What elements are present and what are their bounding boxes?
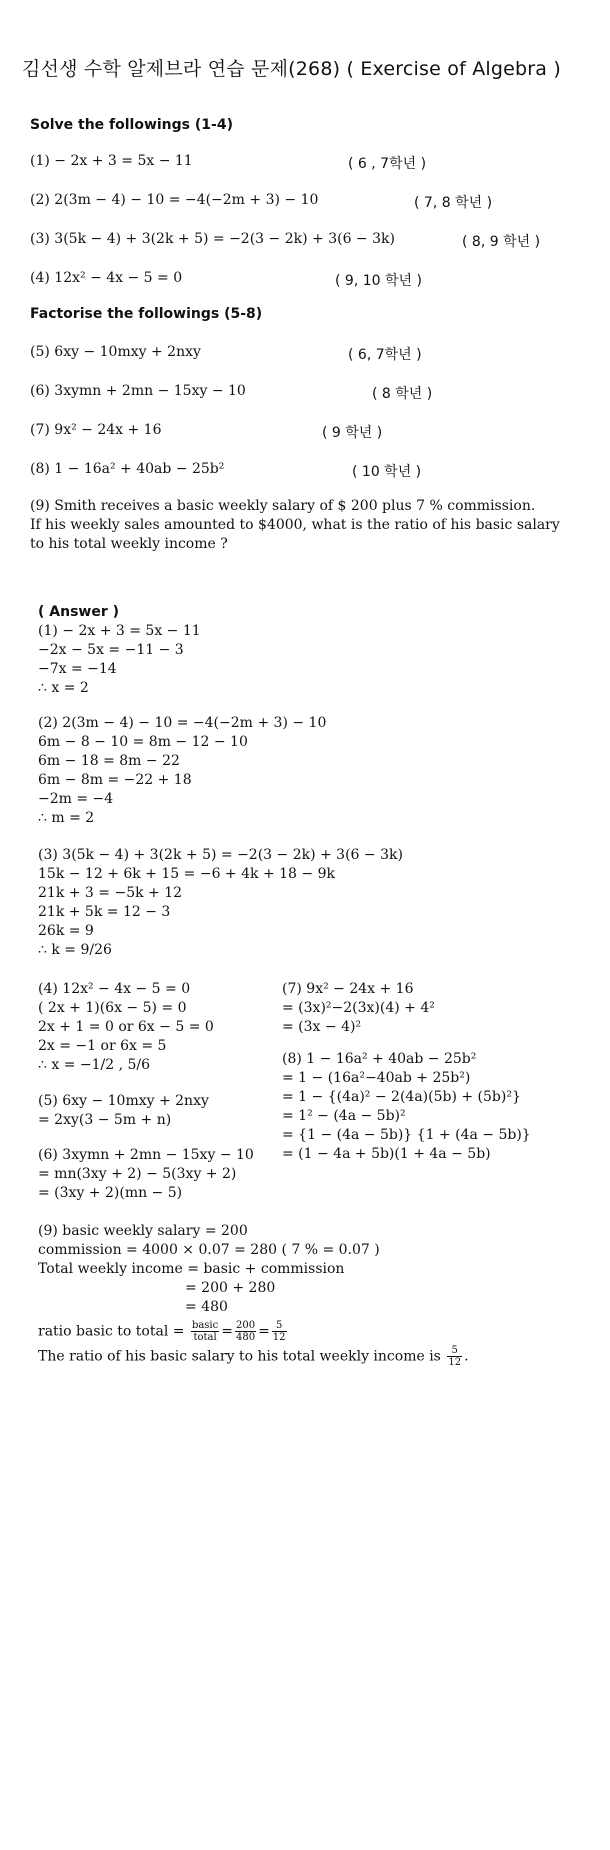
- answer-line: 6m − 8 − 10 = 8m − 12 − 10: [38, 734, 248, 750]
- problem-number: (4): [30, 270, 50, 286]
- problem-7: [30, 422, 162, 438]
- answer-line: = {1 − (4a − 5b)} {1 + (4a − 5b)}: [282, 1127, 531, 1143]
- ratio-line: ratio basic to total = $\frac{\text{basic}}{\text{total}}$ = $\frac{200}{480}$ = $\frac{5}{12}$: [38, 1320, 286, 1343]
- problem-3: [30, 231, 395, 247]
- grade-label: ( 8, 9 학년 ): [462, 234, 541, 250]
- answer-line: (1) − 2x + 3 = 5x − 11: [38, 623, 201, 639]
- fraction-basic-total: [191, 1320, 219, 1343]
- problem-expression: 6xy − 10mxy + 2nxy: [54, 344, 201, 360]
- problem-6: [30, 383, 246, 399]
- answer-5: [38, 1092, 209, 1130]
- answer-9: [38, 1222, 469, 1368]
- fraction-200-480: [235, 1320, 256, 1343]
- answer-line: = (3x)²−2(3x)(4) + 4²: [282, 1000, 435, 1016]
- answer-heading: ( Answer ): [38, 604, 120, 620]
- problem-8: [30, 461, 224, 477]
- answer-line: = (3xy + 2)(mn − 5): [38, 1185, 183, 1201]
- fraction-numerator: 5: [447, 1345, 462, 1357]
- answer-line: = mn(3xy + 2) − 5(3xy + 2): [38, 1166, 237, 1182]
- problem-5: [30, 344, 201, 360]
- answer-line: = 200 + 280: [185, 1280, 276, 1296]
- ratio-prefix: ratio basic to total =: [38, 1323, 185, 1340]
- problem-2: [30, 192, 318, 208]
- fraction-denominator: 12: [448, 1357, 462, 1368]
- answer-line: ∴ x = −1/2 , 5/6: [38, 1057, 151, 1073]
- problem-expression: 3(5k − 4) + 3(2k + 5) = −2(3 − 2k) + 3(6 − 3k): [54, 231, 395, 247]
- answer-line: −7x = −14: [38, 661, 117, 677]
- answer-line: = 480: [185, 1299, 228, 1315]
- problem-number: (6): [30, 383, 50, 399]
- answer-line: ∴ k = 9/26: [38, 942, 112, 958]
- answer-line: 6m − 18 = 8m − 22: [38, 753, 180, 769]
- answer-line: commission = 4000 × 0.07 = 280 ( 7 % = 0.07 ): [38, 1242, 380, 1258]
- problem-1: [30, 153, 193, 169]
- grade-label: ( 10 학년 ): [352, 464, 422, 480]
- answer-line: (5) 6xy − 10mxy + 2nxy: [38, 1093, 209, 1109]
- answer-6: [38, 1146, 254, 1203]
- fraction-denominator: 12: [272, 1332, 286, 1343]
- grade-label: ( 6 , 7학년 ): [348, 156, 427, 172]
- answer-4: [38, 980, 214, 1075]
- problem-number: (2): [30, 192, 50, 208]
- fraction-denominator: total: [193, 1332, 217, 1343]
- answer-line: ∴ m = 2: [38, 810, 95, 826]
- answer-line: (2) 2(3m − 4) − 10 = −4(−2m + 3) − 10: [38, 715, 327, 731]
- answer-line: (8) 1 − 16a² + 40ab − 25b²: [282, 1051, 477, 1067]
- problem-number: (7): [30, 422, 50, 438]
- problem-expression: 1 − 16a² + 40ab − 25b²: [54, 461, 225, 477]
- page-title: 김선생 수학 알제브라 연습 문제(268) ( Exercise of Algebra ): [22, 58, 561, 80]
- answer-8: [282, 1050, 531, 1164]
- answer-line: = 1 − (16a²−40ab + 25b²): [282, 1070, 471, 1086]
- fraction-numerator: 5: [272, 1320, 287, 1332]
- answer-line: (7) 9x² − 24x + 16: [282, 981, 414, 997]
- answer-line: = 2xy(3 − 5m + n): [38, 1112, 172, 1128]
- grade-label: ( 9 학년 ): [322, 425, 383, 441]
- word-problem-line: If his weekly sales amounted to $4000, what is the ratio of his basic salary: [30, 517, 560, 533]
- problem-expression: 2(3m − 4) − 10 = −4(−2m + 3) − 10: [54, 192, 319, 208]
- answer-line: = (1 − 4a + 5b)(1 + 4a − 5b): [282, 1146, 491, 1162]
- answer-line: ∴ x = 2: [38, 680, 89, 696]
- grade-label: ( 8 학년 ): [372, 386, 433, 402]
- answer-line: 15k − 12 + 6k + 15 = −6 + 4k + 18 − 9k: [38, 866, 335, 882]
- answer-line: 26k = 9: [38, 923, 94, 939]
- problem-4: [30, 270, 182, 286]
- problem-number: (3): [30, 231, 50, 247]
- answer-line: = 1² − (4a − 5b)²: [282, 1108, 406, 1124]
- word-problem-line: to his total weekly income ?: [30, 536, 228, 552]
- conclusion-period: .: [464, 1348, 469, 1365]
- answer-line: (3) 3(5k − 4) + 3(2k + 5) = −2(3 − 2k) + 3(6 − 3k): [38, 847, 403, 863]
- problem-number: (5): [30, 344, 50, 360]
- fraction-5-12: [272, 1320, 287, 1343]
- answer-line: 2x + 1 = 0 or 6x − 5 = 0: [38, 1019, 214, 1035]
- answer-line: −2m = −4: [38, 791, 114, 807]
- answer-line: 21k + 5k = 12 − 3: [38, 904, 171, 920]
- answer-2: [38, 714, 326, 828]
- problem-number: (1): [30, 153, 50, 169]
- answer-line: 2x = −1 or 6x = 5: [38, 1038, 167, 1054]
- fraction-numerator: 200: [235, 1320, 256, 1331]
- answer-line: (6) 3xymn + 2mn − 15xy − 10: [38, 1147, 254, 1163]
- answer-line: = 1 − {(4a)² − 2(4a)(5b) + (5b)²}: [282, 1089, 521, 1105]
- answer-3: [38, 846, 403, 960]
- answer-line: −2x − 5x = −11 − 3: [38, 642, 184, 658]
- answer-line: 6m − 8m = −22 + 18: [38, 772, 192, 788]
- section-heading-solve: Solve the followings (1-4): [30, 117, 233, 133]
- problem-expression: 12x² − 4x − 5 = 0: [54, 270, 183, 286]
- grade-label: ( 7, 8 학년 ): [414, 195, 493, 211]
- answer-line: Total weekly income = basic + commission: [38, 1261, 345, 1277]
- fraction-conclusion: [447, 1345, 462, 1368]
- grade-label: ( 6, 7학년 ): [348, 347, 422, 363]
- answer-7: [282, 980, 435, 1037]
- word-problem: [30, 497, 560, 554]
- answer-line: 21k + 3 = −5k + 12: [38, 885, 183, 901]
- word-problem-line: (9) Smith receives a basic weekly salary of $ 200 plus 7 % commission.: [30, 498, 536, 514]
- answer-line: ( 2x + 1)(6x − 5) = 0: [38, 1000, 187, 1016]
- fraction-denominator: 480: [235, 1332, 256, 1343]
- answer-1: [38, 622, 201, 698]
- section-heading-factorise: Factorise the followings (5-8): [30, 306, 263, 322]
- problem-expression: − 2x + 3 = 5x − 11: [54, 153, 193, 169]
- conclusion-line: [38, 1345, 469, 1368]
- answer-line: = (3x − 4)²: [282, 1019, 362, 1035]
- fraction-numerator: basic: [191, 1320, 219, 1331]
- grade-label: ( 9, 10 학년 ): [335, 273, 422, 289]
- problem-expression: 3xymn + 2mn − 15xy − 10: [54, 383, 246, 399]
- answer-line: (9) basic weekly salary = 200: [38, 1223, 248, 1239]
- problem-number: (8): [30, 461, 50, 477]
- answer-line: (4) 12x² − 4x − 5 = 0: [38, 981, 191, 997]
- conclusion-text: The ratio of his basic salary to his total weekly income is: [38, 1348, 441, 1365]
- problem-expression: 9x² − 24x + 16: [54, 422, 162, 438]
